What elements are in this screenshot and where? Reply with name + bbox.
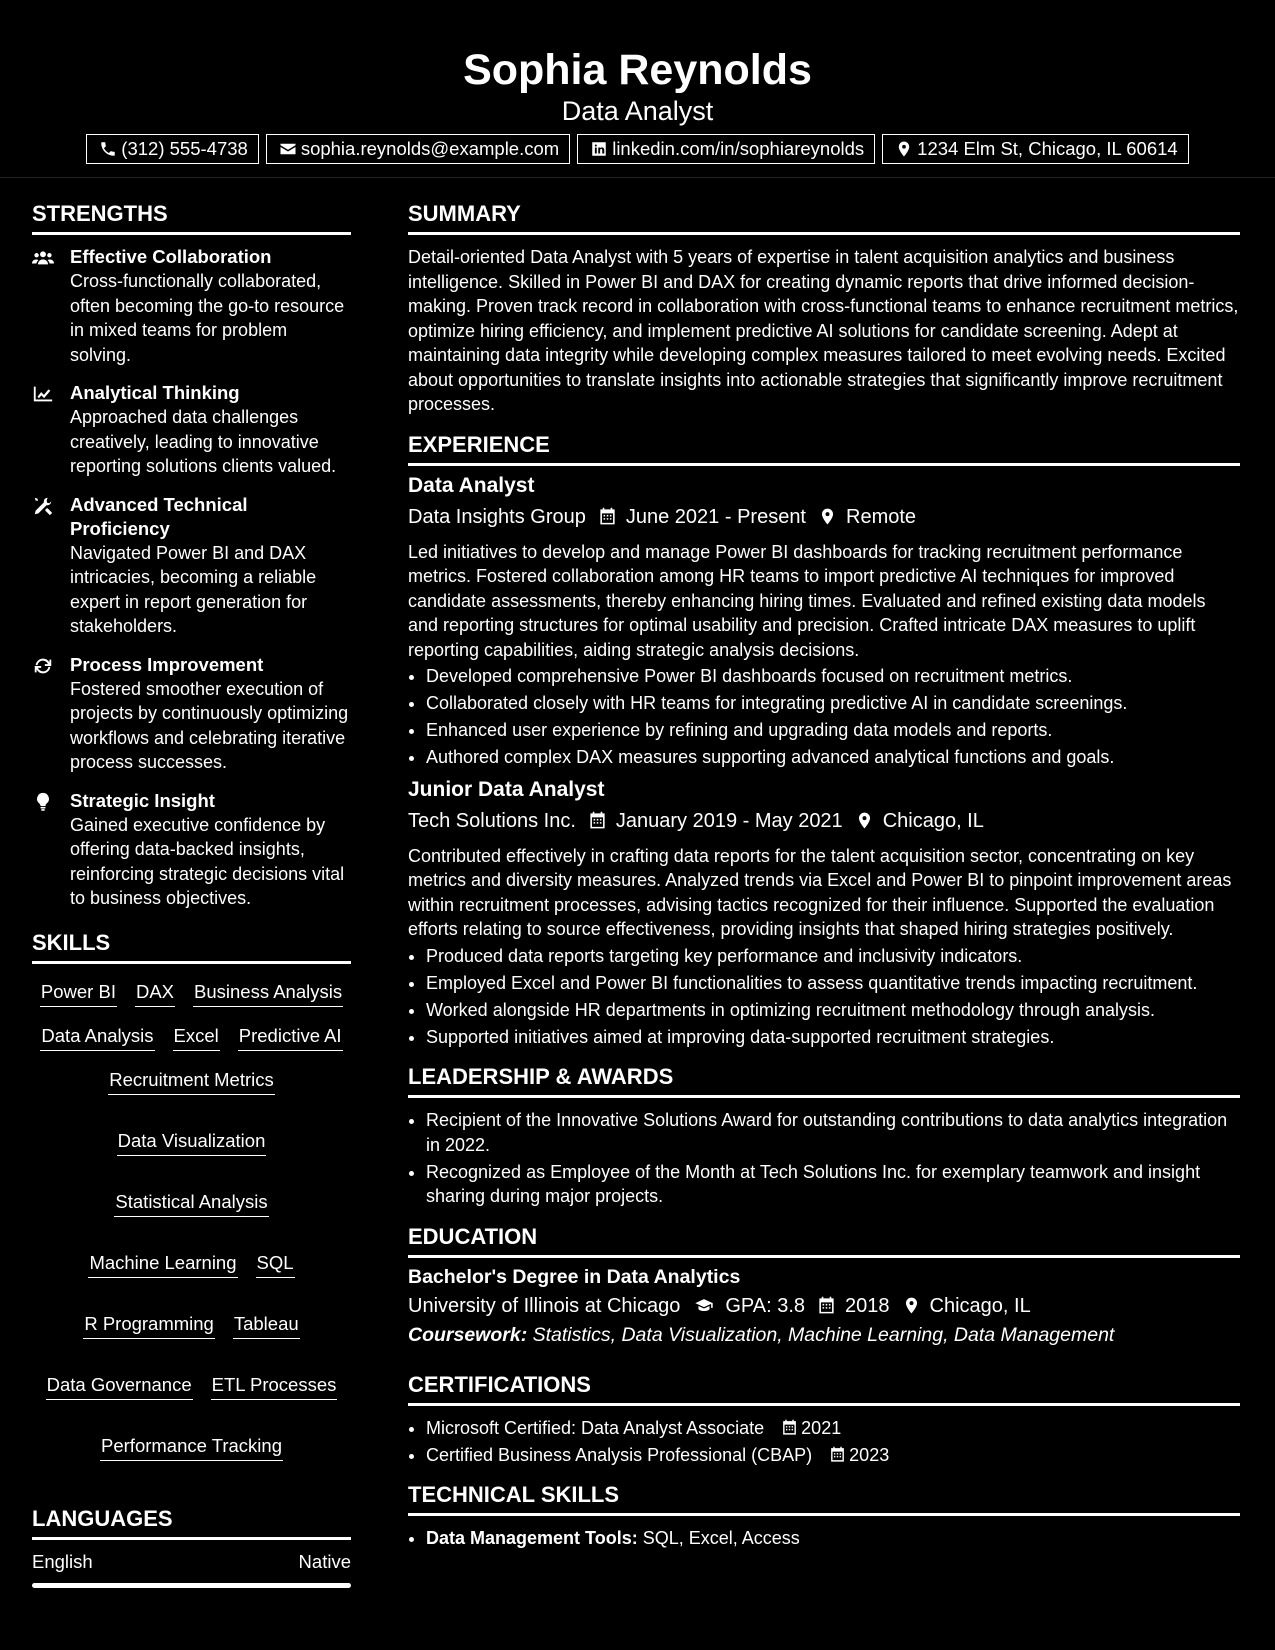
skill-tag: Tableau <box>233 1312 300 1339</box>
job-bullet: • Supported initiatives aimed at improving data-supported recruitment strategies. <box>426 1025 1240 1050</box>
skill-tag: Power BI <box>40 980 117 1007</box>
map-pin-icon <box>855 811 874 830</box>
strengths-heading: STRENGTHS <box>32 200 351 235</box>
technical-skill-label: Data Management Tools: <box>426 1528 638 1548</box>
map-pin-icon <box>895 140 913 158</box>
skill-tag: Data Governance <box>46 1373 193 1400</box>
strength-title: Process Improvement <box>70 653 264 675</box>
strength-title: Advanced Technical Proficiency <box>70 493 248 539</box>
coursework-label: Coursework: <box>408 1323 528 1346</box>
certifications-list <box>408 1416 1240 1468</box>
tools-icon <box>32 496 54 516</box>
languages-heading: LANGUAGES <box>32 1505 351 1540</box>
users-icon <box>32 248 54 268</box>
sync-icon <box>32 656 54 676</box>
summary-heading: SUMMARY <box>408 200 1240 235</box>
education-heading: EDUCATION <box>408 1223 1240 1258</box>
contact-email-text: sophia.reynolds@example.com <box>300 138 560 159</box>
left-column <box>32 200 351 1588</box>
job-description: Contributed effectively in crafting data reports for the talent acquisition sector, concentrating on key metrics and diversity measures. Analyzed trends via Excel and Power BI to pinpoint improvement areas within recruitment processes, advising tactics recognized for their influence. Supported the evaluation efforts relating to source effectiveness, providing insights that shaped hiring strategies positively. <box>408 845 1232 939</box>
skill-tag: Excel <box>173 1024 220 1051</box>
calendar-icon <box>781 1419 798 1436</box>
graduation-year: 2018 <box>845 1294 890 1317</box>
degree-title: Bachelor's Degree in Data Analytics <box>408 1265 741 1288</box>
education-entry <box>408 1264 1240 1349</box>
strength-item <box>32 789 351 911</box>
skill-tag: ETL Processes <box>211 1373 338 1400</box>
technical-skill-item <box>426 1526 1240 1551</box>
awards-heading: LEADERSHIP & AWARDS <box>408 1063 1240 1098</box>
contact-email[interactable] <box>266 134 570 164</box>
job-bullet: • Worked alongside HR departments in optimizing recruitment methodology through analysis. <box>426 998 1240 1023</box>
job-bullets <box>408 944 1240 1050</box>
skill-tag: Recruitment Metrics <box>108 1068 274 1095</box>
strength-title: Effective Collaboration <box>70 246 272 267</box>
strength-item <box>32 653 351 775</box>
resume-header <box>0 0 1275 178</box>
job-bullet: • Employed Excel and Power BI functionalities to assess quantitative trends impacting recruitment. <box>426 971 1240 996</box>
job-bullet: • Enhanced user experience by refining and upgrading data models and reports. <box>426 718 1240 743</box>
school-name: University of Illinois at Chicago <box>408 1294 681 1317</box>
calendar-icon <box>817 1296 836 1315</box>
skill-tag: DAX <box>135 980 175 1007</box>
envelope-icon <box>279 140 297 158</box>
job-title: Data Analyst <box>408 473 535 497</box>
coursework-list: Statistics, Data Visualization, Machine Learning, Data Management <box>532 1323 1115 1346</box>
contact-linkedin-text: linkedin.com/in/sophiareynolds <box>612 138 865 159</box>
candidate-name: Sophia Reynolds <box>463 46 812 94</box>
contact-linkedin[interactable] <box>577 134 875 164</box>
job-location: Chicago, IL <box>882 809 984 832</box>
map-pin-icon <box>902 1296 921 1315</box>
job-bullet: • Produced data reports targeting key performance and inclusivity indicators. <box>426 944 1240 969</box>
technical-skills-heading: TECHNICAL SKILLS <box>408 1481 1240 1516</box>
certification-year: 2023 <box>849 1444 890 1465</box>
certification-name: Certified Business Analysis Professional (CBAP) <box>426 1444 813 1465</box>
job-company: Tech Solutions Inc. <box>408 809 576 832</box>
contact-address-text: 1234 Elm St, Chicago, IL 60614 <box>917 138 1178 159</box>
certification-year: 2021 <box>801 1417 842 1438</box>
certification-item <box>426 1443 1240 1468</box>
job-bullets <box>408 664 1240 770</box>
strength-description: Navigated Power BI and DAX intricacies, becoming a reliable expert in report generation for stakeholders. <box>70 542 317 636</box>
skills-heading: SKILLS <box>32 929 351 964</box>
awards-list <box>408 1108 1240 1209</box>
skill-tag: Machine Learning <box>88 1251 237 1278</box>
contact-phone-text: (312) 555-4738 <box>121 138 248 159</box>
job-location: Remote <box>846 505 917 528</box>
skill-tag: Data Analysis <box>40 1024 154 1051</box>
skill-tag: Data Visualization <box>117 1129 267 1156</box>
skill-tag: Performance Tracking <box>100 1434 283 1461</box>
strength-item <box>32 381 351 479</box>
lightbulb-icon <box>32 792 54 812</box>
language-proficiency-bar <box>32 1583 351 1588</box>
technical-skills-list <box>408 1526 1240 1551</box>
education-meta <box>408 1291 1240 1321</box>
job-dates: January 2019 - May 2021 <box>615 809 843 832</box>
experience-heading: EXPERIENCE <box>408 431 1240 466</box>
map-pin-icon <box>818 507 837 526</box>
job-bullet: • Developed comprehensive Power BI dashboards focused on recruitment metrics. <box>426 664 1240 689</box>
job-title: Junior Data Analyst <box>408 777 605 801</box>
job-entry <box>408 472 1240 770</box>
skill-tag: Business Analysis <box>193 980 343 1007</box>
job-entry <box>408 776 1240 1050</box>
skill-tag: Predictive AI <box>238 1024 343 1051</box>
job-meta <box>408 806 1240 836</box>
contact-address[interactable] <box>882 134 1189 164</box>
job-bullet: • Collaborated closely with HR teams for integrating predictive AI in candidate screenings. <box>426 691 1240 716</box>
job-bullet: • Authored complex DAX measures supporting advanced analytical functions and goals. <box>426 745 1240 770</box>
phone-icon <box>99 140 117 158</box>
calendar-icon <box>829 1446 846 1463</box>
strength-item <box>32 245 351 367</box>
skills-list <box>32 974 351 1461</box>
strength-title: Analytical Thinking <box>70 382 240 403</box>
contact-phone[interactable] <box>86 134 259 164</box>
strength-item <box>32 493 351 639</box>
graduation-cap-icon <box>692 1296 716 1315</box>
linkedin-icon <box>590 140 608 158</box>
job-dates: June 2021 - Present <box>625 505 806 528</box>
award-item: • Recipient of the Innovative Solutions Award for outstanding contributions to data analytics integration in 2022. <box>426 1108 1240 1157</box>
skill-tag: Statistical Analysis <box>114 1190 268 1217</box>
certification-item <box>426 1416 1240 1441</box>
coursework <box>408 1321 1240 1349</box>
calendar-icon <box>588 811 607 830</box>
right-column <box>408 200 1240 1553</box>
language-row <box>32 1550 351 1574</box>
skill-tag: SQL <box>256 1251 295 1278</box>
strength-description: Approached data challenges creatively, leading to innovative reporting solutions clients valued. <box>70 407 337 476</box>
strength-description: Fostered smoother execution of projects by continuously optimizing workflows and celebrating iterative process successes. <box>70 678 349 772</box>
strength-description: Gained executive confidence by offering data-backed insights, reinforcing strategic decisions vital to business objectives. <box>70 814 345 908</box>
school-location: Chicago, IL <box>929 1294 1031 1317</box>
award-item: • Recognized as Employee of the Month at Tech Solutions Inc. for exemplary teamwork and insight sharing during major projects. <box>426 1160 1240 1209</box>
certifications-heading: CERTIFICATIONS <box>408 1371 1240 1406</box>
contact-bar <box>0 134 1275 164</box>
candidate-role: Data Analyst <box>561 96 714 126</box>
skill-tag: R Programming <box>83 1312 215 1339</box>
technical-skill-value: SQL, Excel, Access <box>642 1528 800 1548</box>
language-level: Native <box>298 1550 351 1572</box>
summary-text: Detail-oriented Data Analyst with 5 years of expertise in talent acquisition analytics and business intelligence. Skilled in Power BI and DAX for creating dynamic reports that drive informed decision-making. Proven track record in collaboration with cross-functional teams to enhance recruitment metrics, optimize hiring efficiency, and implement predictive AI solutions for candidate screening. Adept at maintaining data integrity while developing complex measures tailored to meet evolving needs. Excited about opportunities to translate insights into actionable strategies that significantly improve recruitment processes. <box>408 247 1239 414</box>
certification-name: Microsoft Certified: Data Analyst Associate <box>426 1417 765 1438</box>
language-name: English <box>32 1550 93 1572</box>
job-description: Led initiatives to develop and manage Power BI dashboards for tracking recruitment performance metrics. Fostered collaboration among HR teams to import predictive AI techniques for improved candidate assessments, thereby enhancing hiring times. Evaluated and refined existing data models and reporting structures for optimal usability and precision. Crafted intricate DAX measures to uplift reporting capabilities, aiding strategic analysis decisions. <box>408 541 1206 660</box>
job-meta <box>408 502 1240 532</box>
strength-title: Strategic Insight <box>70 789 215 811</box>
calendar-icon <box>598 507 617 526</box>
job-company: Data Insights Group <box>408 505 586 528</box>
strength-description: Cross-functionally collaborated, often becoming the go-to resource in mixed teams for problem solving. <box>70 271 345 365</box>
gpa: GPA: 3.8 <box>725 1294 806 1317</box>
chart-line-icon <box>32 384 54 404</box>
